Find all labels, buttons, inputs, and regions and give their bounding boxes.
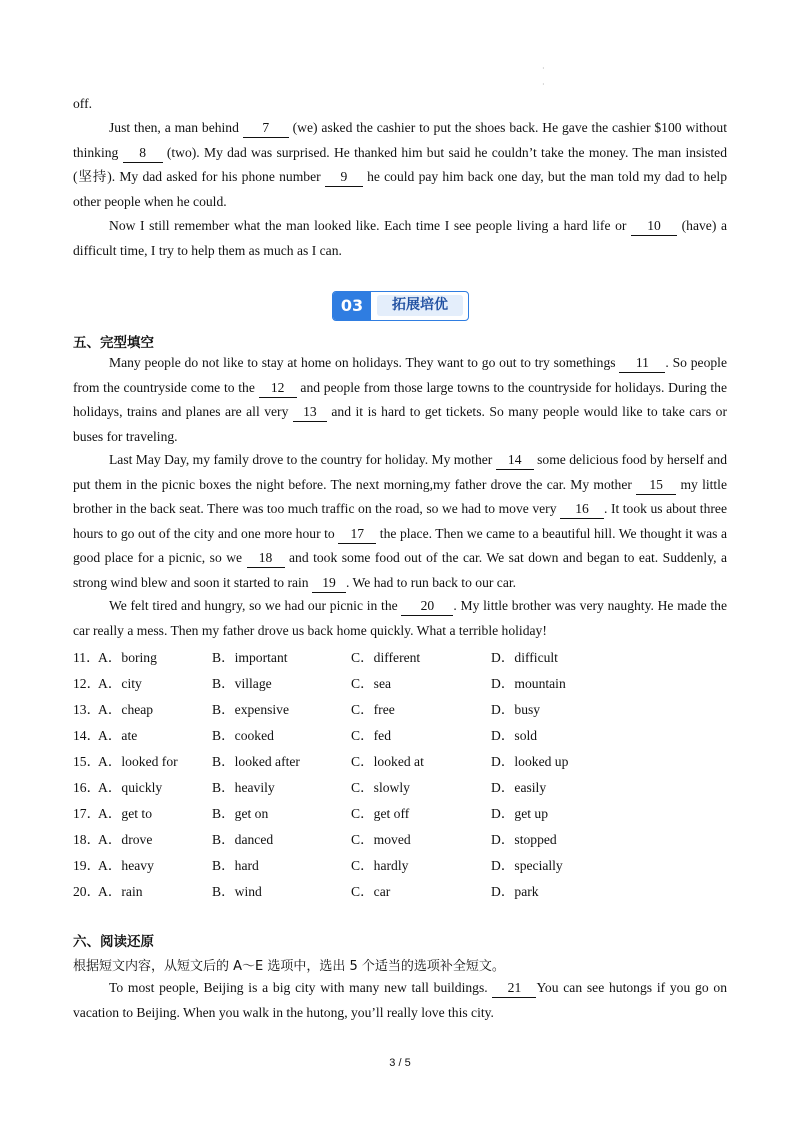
option-row <box>73 828 673 848</box>
option-d[interactable]: D．easily <box>491 780 547 795</box>
option-d[interactable]: D．looked up <box>491 754 569 769</box>
cloze-paragraph-3: We felt tired and hungry, so we had our picnic in the 20 . My little brother was very naughty. He made the car really a mess. Then my father drove us back home quickly. What a terrible holiday! <box>73 598 727 638</box>
question-number: 14． <box>73 728 101 743</box>
blank-15: 15 <box>636 476 676 495</box>
blank-17: 17 <box>338 525 376 544</box>
option-b[interactable]: B．hard <box>212 858 259 873</box>
cloze-paragraph-2: Last May Day, my family drove to the country for holiday. My mother 14 some delicious food by herself and put them in the picnic boxes the night before. The next morning,my father drove the car. My mother 15 my little brother in the back seat. There was too much traffic on the road, so we had to move very 16 . It took us about three hours to go out of the city and one more hour to 17 the place. Then we came to a beautiful hill. We thought it was a good place for a picnic, so we 18 and took some food out of the car. We sat down and began to eat. Suddenly, a strong wind blew and soon it started to rain 19 . We had to run back to our car. <box>73 448 727 595</box>
option-b[interactable]: B．village <box>212 676 272 691</box>
question-number: 15． <box>73 754 101 769</box>
option-b[interactable]: B．important <box>212 650 288 665</box>
question-number: 19． <box>73 858 101 873</box>
fragment-text: off. <box>73 96 93 111</box>
option-b[interactable]: B．get on <box>212 806 269 821</box>
option-d[interactable]: D．stopped <box>491 832 557 847</box>
question-number: 20． <box>73 884 101 899</box>
blank-10: 10 <box>631 217 677 236</box>
fragment-line <box>73 92 727 117</box>
cloze-paragraph-1: Many people do not like to stay at home on holidays. They want to go out to try somethings 11 . So people from the countryside come to the 12 and people from those large towns to the countryside for holidays. During the holidays, trains and planes are all very 13 and it is hard to get tickets. So many people would like to take cars or buses for traveling. <box>73 355 727 444</box>
blank-9: 9 <box>325 168 363 187</box>
option-a[interactable]: A．city <box>98 676 142 691</box>
option-c[interactable]: C．slowly <box>351 780 410 795</box>
option-row <box>73 854 673 874</box>
blank-12: 12 <box>259 379 297 398</box>
question-number: 17． <box>73 806 101 821</box>
option-row <box>73 880 673 900</box>
section-6-instruction: 根据短文内容，从短文后的 A～E 选项中，选出 5 个适当的选项补全短文。 <box>73 959 505 974</box>
blank-16: 16 <box>560 500 604 519</box>
option-a[interactable]: A．quickly <box>98 780 163 795</box>
option-a[interactable]: A．heavy <box>98 858 154 873</box>
option-row <box>73 698 673 718</box>
option-row <box>73 776 673 796</box>
option-b[interactable]: B．danced <box>212 832 274 847</box>
scan-mark: · <box>542 64 545 73</box>
blank-8: 8 <box>123 144 163 163</box>
option-d[interactable]: D．get up <box>491 806 549 821</box>
option-d[interactable]: D．park <box>491 884 539 899</box>
option-row <box>73 802 673 822</box>
question-number: 16． <box>73 780 101 795</box>
option-row <box>73 750 673 770</box>
section-5-heading: 五、完型填空 <box>73 335 154 351</box>
paragraph-2: Now I still remember what the man looked like. Each time I see people living a hard life or 10 (have) a difficult time, I try to help them as much as I can. <box>73 218 727 258</box>
reading-paragraph-1: To most people, Beijing is a big city with many new tall buildings. 21 You can see hutongs if you go on vacation to Beijing. When you walk in the hutong, you’ll really love this city. <box>73 980 727 1020</box>
option-row <box>73 724 673 744</box>
option-row <box>73 672 673 692</box>
banner-number: 03 <box>333 292 371 320</box>
question-number: 12． <box>73 676 101 691</box>
blank-21: 21 <box>492 979 536 998</box>
question-number: 13． <box>73 702 101 717</box>
paragraph-1: Just then, a man behind 7 (we) asked the cashier to put the shoes back. He gave the cashier $100 without thinking 8 (two). My dad was surprised. He thanked him but said he couldn’t take the money. The man insisted (坚持). My dad asked for his phone number 9 he could pay him back one day, but the man told my dad to help other people when he could. <box>73 120 727 209</box>
option-d[interactable]: D．difficult <box>491 650 558 665</box>
option-b[interactable]: B．expensive <box>212 702 290 717</box>
blank-20: 20 <box>401 597 453 616</box>
option-c[interactable]: C．moved <box>351 832 411 847</box>
option-a[interactable]: A．ate <box>98 728 138 743</box>
option-a[interactable]: A．get to <box>98 806 152 821</box>
blank-7: 7 <box>243 119 289 138</box>
section-6-heading: 六、阅读还原 <box>73 934 154 950</box>
option-a[interactable]: A．cheap <box>98 702 154 717</box>
option-c[interactable]: C．car <box>351 884 391 899</box>
option-b[interactable]: B．looked after <box>212 754 300 769</box>
option-c[interactable]: C．different <box>351 650 421 665</box>
blank-18: 18 <box>247 549 285 568</box>
blank-14: 14 <box>496 451 534 470</box>
option-row <box>73 646 673 666</box>
option-b[interactable]: B．heavily <box>212 780 275 795</box>
option-c[interactable]: C．fed <box>351 728 392 743</box>
banner-title: 拓展培优 <box>377 295 463 316</box>
scan-mark: · <box>542 80 545 89</box>
option-b[interactable]: B．wind <box>212 884 262 899</box>
blank-19: 19 <box>312 574 346 593</box>
option-a[interactable]: A．boring <box>98 650 157 665</box>
option-c[interactable]: C．hardly <box>351 858 409 873</box>
option-c[interactable]: C．free <box>351 702 395 717</box>
option-b[interactable]: B．cooked <box>212 728 274 743</box>
option-d[interactable]: D．sold <box>491 728 538 743</box>
page-number: 3 / 5 <box>389 1057 411 1069</box>
option-c[interactable]: C．get off <box>351 806 410 821</box>
blank-13: 13 <box>293 403 327 422</box>
section-banner <box>332 291 469 321</box>
option-a[interactable]: A．looked for <box>98 754 178 769</box>
option-d[interactable]: D．specially <box>491 858 563 873</box>
option-c[interactable]: C．sea <box>351 676 392 691</box>
option-c[interactable]: C．looked at <box>351 754 424 769</box>
option-d[interactable]: D．busy <box>491 702 541 717</box>
question-number: 11． <box>73 650 100 665</box>
question-number: 18． <box>73 832 101 847</box>
option-a[interactable]: A．drove <box>98 832 153 847</box>
option-d[interactable]: D．mountain <box>491 676 566 691</box>
option-a[interactable]: A．rain <box>98 884 143 899</box>
blank-11: 11 <box>619 354 665 373</box>
